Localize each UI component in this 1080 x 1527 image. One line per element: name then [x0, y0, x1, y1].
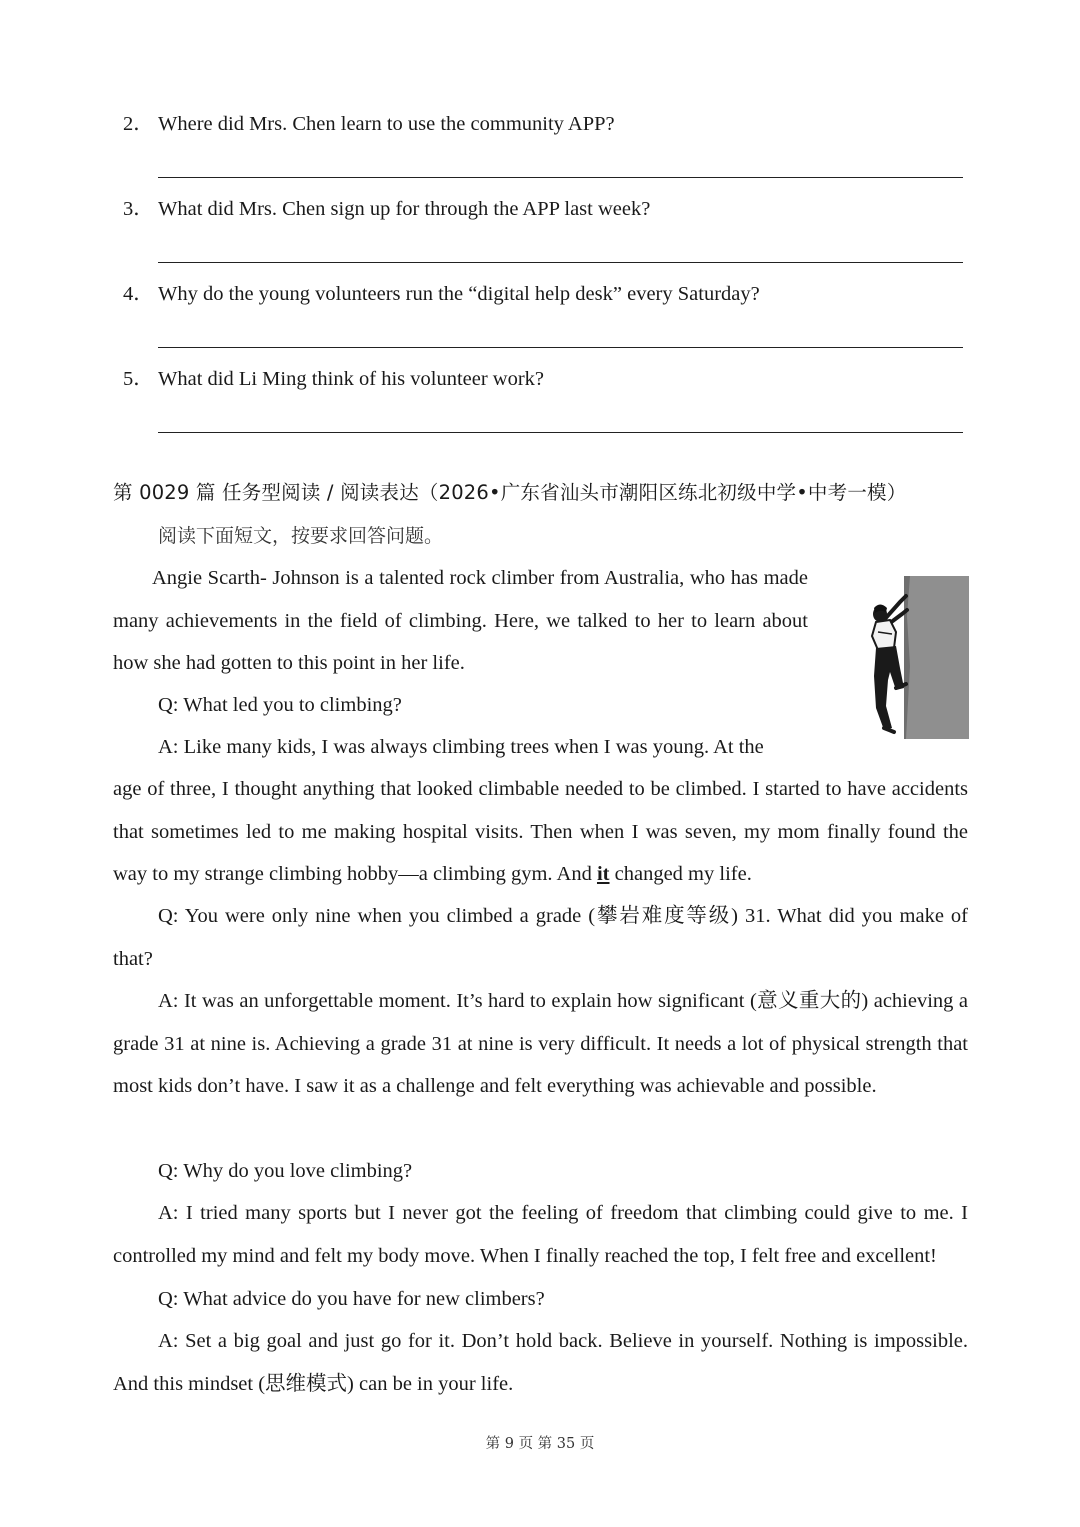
interview-answer-4: A: Set a big goal and just go for it. Don’t hold back. Believe in yourself. Nothing is impossible. And this mindset (思维模式) can be in your life.: [113, 1330, 968, 1395]
question-5: [123, 365, 544, 393]
question-2: [123, 110, 615, 138]
page-footer: 第 9 页 第 35 页: [485, 1436, 595, 1452]
article-intro: Angie Scarth- Johnson is a talented rock climber from Australia, who has made many achievements in the field of climbing. Here, we talked to her to learn about how she had gotten to this point in her life.: [113, 567, 808, 674]
question-number: 4．: [123, 283, 154, 305]
question-text: Why do the young volunteers run the “digital help desk” every Saturday?: [158, 283, 760, 305]
interview-answer-1: [113, 768, 968, 896]
interview-answer-3: A: I tried many sports but I never got the feeling of freedom that climbing could give to me. I controlled my mind and felt my body move. When I finally reached the top, I felt free and excellent!: [113, 1202, 968, 1267]
interview-answer-1-first-line: A: Like many kids, I was always climbing trees when I was young. At the: [158, 736, 764, 758]
instruction-text: 阅读下面短文，按要求回答问题。: [158, 525, 444, 547]
interview-question-2: Q: You were only nine when you climbed a grade (攀岩难度等级) 31. What did you make of that?: [113, 905, 968, 970]
question-text: What did Li Ming think of his volunteer work?: [158, 368, 545, 390]
question-number: 3．: [123, 198, 154, 220]
answer-line-4[interactable]: [158, 347, 963, 348]
question-number: 5．: [123, 368, 154, 390]
question-4: [123, 280, 760, 308]
interview-question-1: Q: What led you to climbing?: [158, 694, 402, 716]
answer-line-2[interactable]: [158, 177, 963, 178]
question-3: [123, 195, 650, 223]
question-number: 2．: [123, 113, 154, 135]
emphasized-word: it: [596, 863, 610, 885]
interview-question-4: Q: What advice do you have for new climbers?: [158, 1288, 545, 1310]
answer-text: changed my life.: [614, 863, 752, 885]
interview-answer-2: A: It was an unforgettable moment. It’s hard to explain how significant (意义重大的) achieving a grade 31 at nine is. Achieving a grade 31 at nine is very difficult. It needs a lot of physical strength that most kids don’t have. I saw it as a challenge and felt everything was achievable and possible.: [113, 990, 968, 1097]
answer-text: age of three, I thought anything that looked climbable needed to be climbed. I started to have accidents that sometimes led to me making hospital visits. Then when I was seven, my mom finally found the way to my strange climbing hobby—a climbing gym. And: [113, 778, 968, 885]
question-text: Where did Mrs. Chen learn to use the community APP?: [158, 113, 615, 135]
rock-climber-illustration: [866, 576, 969, 739]
section-heading: 第 0029 篇 任务型阅读 / 阅读表达（2026•广东省汕头市潮阳区练北初级中学•中考一模）: [113, 481, 907, 504]
answer-line-5[interactable]: [158, 432, 963, 433]
interview-question-3: Q: Why do you love climbing?: [158, 1160, 413, 1182]
answer-line-3[interactable]: [158, 262, 963, 263]
question-text: What did Mrs. Chen sign up for through the APP last week?: [158, 198, 651, 220]
